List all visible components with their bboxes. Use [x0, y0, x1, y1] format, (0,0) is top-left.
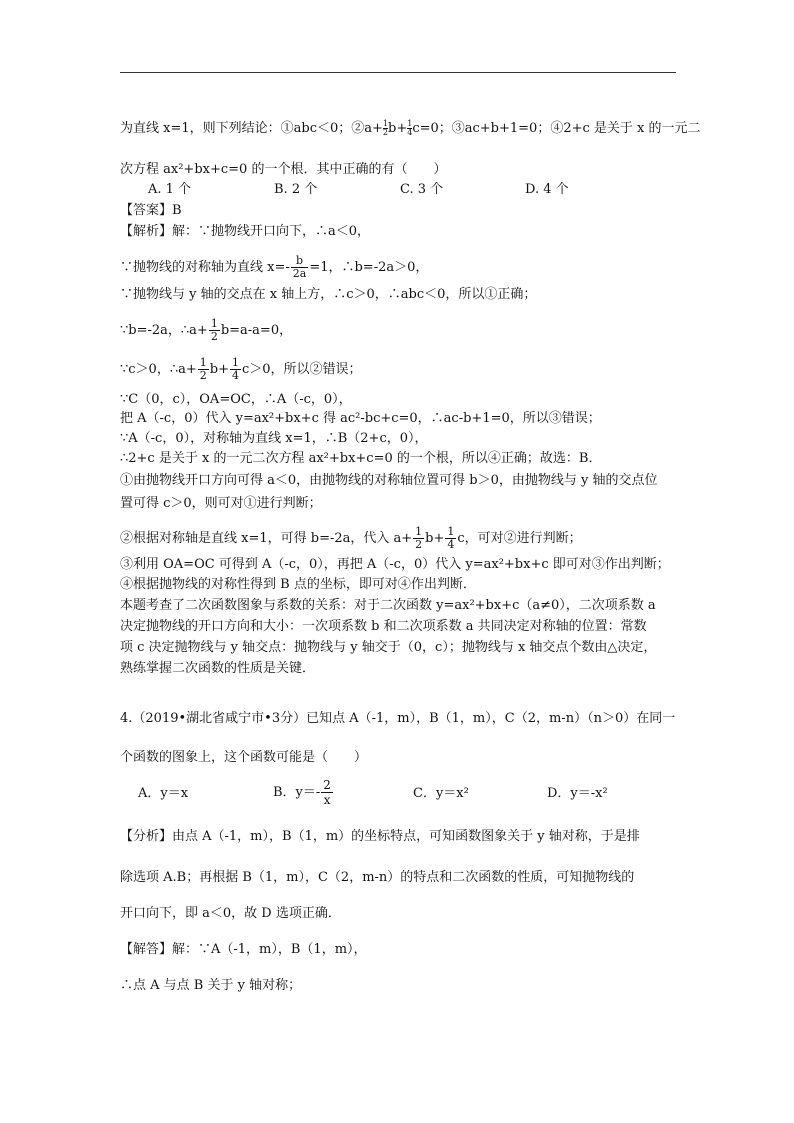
q4-analysis-line-2: 除选项 A.B；再根据 B（1，m），C（2，m-n）的特点和二次函数的性质，可知抛物线的 — [120, 870, 635, 885]
analysis-line-2: ∵抛物线的对称轴为直线 x=- $\frac{b}{2a}$ =1，∴b=-2a＞0， — [120, 254, 429, 280]
q4-option-d: D．y＝-x² — [547, 786, 608, 801]
q3-option-b: B. 2 个 — [274, 182, 318, 197]
analysis-line-18: 熟练掌握二次函数的性质是关键． — [120, 661, 316, 676]
q4-line-2: 个函数的图象上，这个函数可能是（ ） — [120, 750, 368, 765]
analysis-line-11: 置可得 c＞0，则可对①进行判断； — [120, 496, 322, 511]
q3-option-c: C. 3 个 — [400, 182, 444, 197]
analysis-line-1: 【解析】解：∵抛物线开口向下，∴a＜0， — [120, 224, 371, 239]
q4-option-b: B．y＝- $\frac{2}{x}$ — [273, 778, 331, 807]
analysis-line-14: ④根据抛物线的对称性得到 B 点的坐标，即可对④作出判断． — [120, 577, 476, 592]
fraction: $\frac{b}{2a}$ — [292, 254, 307, 280]
analysis-line-13: ③利用 OA=OC 可得到 A（-c，0），再把 A（-c，0）代入 y=ax²+bx+c 即可对③作出判断； — [120, 557, 670, 572]
q4-option-c: C．y＝x² — [413, 786, 469, 801]
q3-option-a: A. 1 个 — [148, 182, 192, 197]
fraction: $\frac{1}{4}$ — [231, 356, 239, 382]
q3-text: 为直线 x=1，则下列结论：①abc＜0；②a+ — [120, 121, 383, 136]
analysis-line-6: ∵C（0，c），OA=OC，∴A（-c，0）， — [120, 392, 352, 407]
q4-option-a: A．y＝x — [138, 786, 189, 801]
analysis-line-4: ∵b=-2a，∴a+ $\frac{1}{2}$ b=a-a=0， — [120, 317, 293, 343]
analysis-line-15: 本题考查了二次函数图象与系数的关系：对于二次函数 y=ax²+bx+c（a≠0），二次项系数 a — [120, 598, 656, 613]
q4-solution-line-2: ∴点 A 与点 B 关于 y 轴对称； — [120, 978, 302, 993]
q4-line-1: 4.（2019•湖北省咸宁市•3分）已知点 A（-1，m），B（1，m），C（2，m-n）（n＞0）在同一 — [120, 711, 676, 726]
q4-analysis-line-3: 开口向下，即 a＜0，故 D 选项正确． — [120, 906, 341, 921]
q3-line-2: 次方程 ax²+bx+c=0 的一个根．其中正确的有（ ） — [120, 162, 447, 177]
answer-line: 【答案】B — [120, 203, 182, 218]
q3-line-1 — [120, 120, 701, 137]
analysis-line-5: ∵c＞0，∴a+ $\frac{1}{2}$ b+ $\frac{1}{4}$ c＞0，所以②错误； — [120, 356, 362, 382]
analysis-line-7: 把 A（-c，0）代入 y=ax²+bx+c 得 ac²-bc+c=0，∴ac-b+1=0，所以③错误； — [120, 411, 601, 426]
analysis-line-3: ∵抛物线与 y 轴的交点在 x 轴上方，∴c＞0，∴abc＜0，所以①正确； — [120, 287, 537, 302]
fraction: $\frac{2}{x}$ — [323, 778, 331, 807]
fraction: $\frac{1}{4}$ — [407, 119, 413, 137]
fraction: $\frac{1}{2}$ — [210, 317, 218, 343]
q3-option-d: D. 4 个 — [525, 182, 569, 197]
analysis-line-16: 决定抛物线的开口方向和大小：一次项系数 b 和二次项系数 a 共同决定对称轴的位置：常数 — [120, 619, 647, 634]
fraction: $\frac{1}{2}$ — [199, 356, 207, 382]
fraction: $\frac{1}{2}$ — [382, 119, 388, 137]
analysis-line-8: ∵A（-c，0），对称轴为直线 x=1，∴B（2+c，0）， — [120, 431, 428, 446]
analysis-line-10: ①由抛物线开口方向可得 a＜0，由抛物线的对称轴位置可得 b＞0，由抛物线与 y 轴的交点位 — [120, 473, 658, 488]
header-rule — [120, 72, 676, 73]
q4-solution-line-1: 【解答】解：∵A（-1，m），B（1，m）， — [120, 942, 367, 957]
q4-analysis-line-1: 【分析】由点 A（-1，m），B（1，m）的坐标特点，可知函数图象关于 y 轴对称，于是排 — [120, 829, 640, 844]
q3-text: b+ — [388, 121, 408, 136]
analysis-line-17: 项 c 决定抛物线与 y 轴交点：抛物线与 y 轴交于（0，c）；抛物线与 x 轴交点个数由△决定， — [120, 640, 657, 655]
q3-text: c=0；③ac+b+1=0；④2+c 是关于 x 的一元二 — [412, 121, 701, 136]
analysis-line-9: ∴2+c 是关于 x 的一元二次方程 ax²+bx+c=0 的一个根，所以④正确；故选：B． — [120, 451, 602, 466]
analysis-line-12: ②根据对称轴是直线 x=1，可得 b=-2a，代入 a+ $\frac{1}{2}$ b+ $\frac{1}{4}$ c，可对②进行判断； — [120, 525, 582, 551]
fraction: $\frac{1}{4}$ — [447, 525, 455, 551]
fraction: $\frac{1}{2}$ — [415, 525, 423, 551]
